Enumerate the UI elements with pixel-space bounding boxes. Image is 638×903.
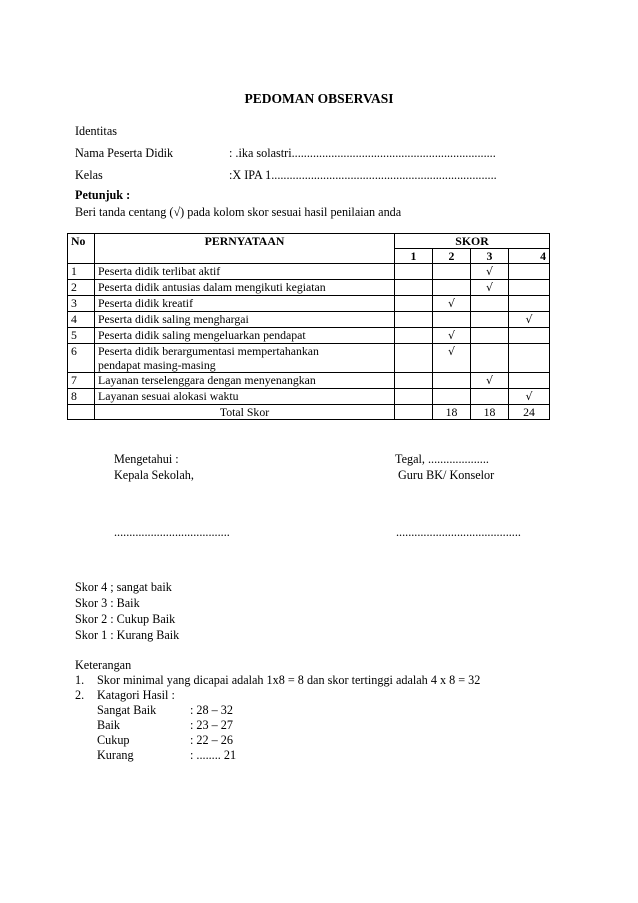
row-number: 2 [68,280,95,296]
category-label: Baik [97,718,121,732]
sign-left-line1: Mengetahui : [114,452,179,466]
score-cell-4 [509,344,550,373]
score-cell-4 [509,296,550,312]
score-cell-3 [471,312,509,328]
row-number: 5 [68,328,95,344]
petunjuk-text: Beri tanda centang (√) pada kolom skor sesuai hasil penilaian anda [75,205,402,219]
score-cell-3 [471,264,509,280]
statement-line: Peserta didik kreatif [98,296,193,310]
check-mark-icon: √ [485,265,493,278]
score-cell-3 [471,389,509,405]
score-cell-1 [395,296,433,312]
check-mark-icon: √ [447,345,455,358]
page-title: PEDOMAN OBSERVASI [244,91,394,106]
statement-line: Layanan terselenggara dengan menyenangkan [98,373,316,387]
legend-item: Skor 3 : Baik [75,596,140,610]
total-score-2: 18 [433,405,471,420]
keterangan-item1-number: 1. [75,673,85,687]
table-row [68,280,550,296]
legend-item: Skor 2 : Cukup Baik [75,612,176,626]
score-cell-4 [509,328,550,344]
row-number: 6 [68,344,95,373]
sign-right-line1: Tegal, .................... [395,452,489,466]
score-cell-3 [471,373,509,389]
category-label: Cukup [97,733,130,747]
score-cell-4 [509,373,550,389]
statement-line: Peserta didik antusias dalam mengikuti kegiatan [98,280,326,294]
score-cell-2 [433,280,471,296]
petunjuk-heading: Petunjuk : [75,188,131,202]
row-statement [95,344,395,373]
score-cell-1 [395,264,433,280]
category-range: : 22 – 26 [190,733,233,747]
row-number: 3 [68,296,95,312]
keterangan-item2-text: Katagori Hasil : [97,688,175,702]
name-value: : .ika solastri................................................................... [229,146,496,160]
score-level-1: 1 [395,249,433,264]
statement-line: pendapat masing-masing [98,358,216,372]
check-mark-icon: √ [485,374,493,387]
score-cell-4 [509,312,550,328]
score-cell-2 [433,296,471,312]
sign-left-dots: ...................................... [114,525,230,539]
category-range: : ........ 21 [190,748,237,762]
statement-line: Peserta didik terlibat aktif [98,264,221,278]
row-statement [95,280,395,296]
class-label: Kelas [75,168,103,182]
score-cell-2 [433,389,471,405]
check-mark-icon: √ [485,281,493,294]
score-cell-3 [471,280,509,296]
score-cell-1 [395,344,433,373]
statement-line: Peserta didik saling menghargai [98,312,249,326]
statement-line: Layanan sesuai alokasi waktu [98,389,239,403]
header-statement: PERNYATAAN [95,234,395,264]
class-value: :X IPA 1.......................................................................... [229,168,497,182]
row-statement [95,328,395,344]
row-statement [95,296,395,312]
score-cell-4 [509,389,550,405]
observation-table [67,233,550,420]
table-row [68,312,550,328]
category-label: Sangat Baik [97,703,157,717]
table-row [68,264,550,280]
sign-right-dots: ......................................... [396,525,521,539]
check-mark-icon: √ [525,390,533,403]
keterangan-item1-text: Skor minimal yang dicapai adalah 1x8 = 8 dan skor tertinggi adalah 4 x 8 = 32 [97,673,481,687]
name-label: Nama Peserta Didik [75,146,174,160]
row-statement [95,389,395,405]
total-spacer [68,405,95,420]
table-row [68,296,550,312]
total-score-1 [395,405,433,420]
score-cell-1 [395,373,433,389]
keterangan-heading: Keterangan [75,658,132,672]
header-score: SKOR [395,234,550,249]
score-cell-2 [433,344,471,373]
identitas-heading: Identitas [75,124,117,138]
score-cell-2 [433,312,471,328]
row-number: 1 [68,264,95,280]
score-cell-4 [509,264,550,280]
score-cell-1 [395,389,433,405]
score-level-4: 4 [509,249,550,264]
row-statement [95,373,395,389]
keterangan-item2-number: 2. [75,688,85,702]
category-range: : 28 – 32 [190,703,233,717]
total-score-4: 24 [509,405,550,420]
legend-item: Skor 1 : Kurang Baik [75,628,180,642]
total-label: Total Skor [95,405,395,420]
table-row [68,328,550,344]
row-number: 4 [68,312,95,328]
row-statement [95,264,395,280]
score-cell-1 [395,328,433,344]
score-cell-4 [509,280,550,296]
row-statement [95,312,395,328]
table-row [68,344,550,373]
score-level-3: 3 [471,249,509,264]
row-number: 7 [68,373,95,389]
score-cell-2 [433,373,471,389]
statement-line: Peserta didik saling mengeluarkan pendapat [98,328,306,342]
check-mark-icon: √ [525,313,533,326]
sign-left-line2: Kepala Sekolah, [114,468,194,482]
score-cell-1 [395,312,433,328]
header-no: No [68,234,95,264]
table-header-row [68,234,550,249]
score-cell-3 [471,328,509,344]
check-mark-icon: √ [447,329,455,342]
check-mark-icon: √ [447,297,455,310]
score-level-2: 2 [433,249,471,264]
score-cell-2 [433,264,471,280]
total-row [68,405,550,420]
statement-line: Peserta didik berargumentasi mempertahankan [98,344,319,358]
row-number: 8 [68,389,95,405]
score-cell-3 [471,344,509,373]
sign-right-line2: Guru BK/ Konselor [398,468,495,482]
table-row [68,373,550,389]
score-cell-1 [395,280,433,296]
score-cell-2 [433,328,471,344]
score-cell-3 [471,296,509,312]
legend-item: Skor 4 ; sangat baik [75,580,172,594]
category-range: : 23 – 27 [190,718,233,732]
category-label: Kurang [97,748,134,762]
table-row [68,389,550,405]
total-score-3: 18 [471,405,509,420]
